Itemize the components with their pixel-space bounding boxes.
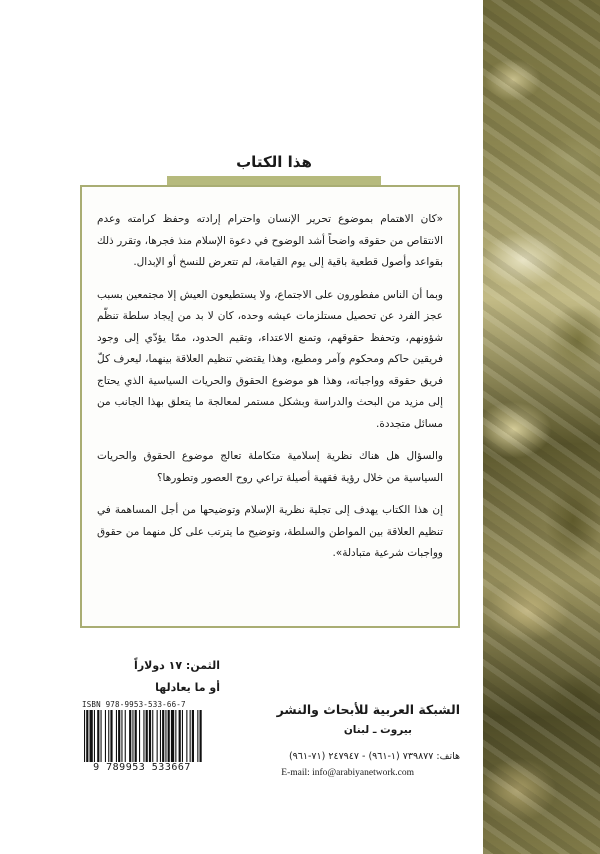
paragraph-4: إن هذا الكتاب يهدف إلى تجلية نظرية الإسلام وتوضيحها من أجل المساهمة في تنظيم العلاقة بين المواطن والسلطة، وتوضيح ما يترتب على كل منهما من حقوق وواجبات شرعية متبادلة».	[97, 504, 443, 559]
publisher-email: E-mail: info@arabiyanetwork.com	[281, 768, 414, 778]
price-line: الثمن: ١٧ دولاراً	[134, 659, 220, 672]
publisher-name: الشبكة العربية للأبحاث والنشر	[276, 702, 460, 717]
paragraph-1: «كان الاهتمام بموضوع تحرير الإنسان واحترام إرادته وحفظ كرامته وعدم الانتقاص من حقوقه واضحاً أشد الوضوح في دعوة الإسلام منذ فجرها، وتقرر ذلك بقواعد وأصول قطعية باقية إلى يوم القيامة، لم تتعرض للنسخ أو الإبدال.	[97, 213, 443, 268]
paragraph-3: والسؤال هل هناك نظرية إسلامية متكاملة تعالج موضوع الحقوق والحريات السياسية من خلال رؤية فقهية أصيلة تراعي روح العصور وتطورها؟	[97, 450, 443, 484]
title-underline-bar	[167, 176, 381, 185]
isbn-label: ISBN 978-9953-533-66-7	[82, 700, 186, 709]
paragraph-2: وبما أن الناس مفطورون على الاجتماع، ولا يستطيعون العيش إلا مجتمعين بسبب عجز الفرد عن تحصيل مستلزمات عيشه وحده، كان لا بد من إيجاد سلطة تنظّم شؤونهم، وتحفظ حقوقهم، وتمنع الاعتداء، وتقيم الحدود، ممّا يؤدّي إلى وجود فريقين حاكم ومحكوم وآمر ومطيع، وهذا يقتضي تنظيم العلاقة بينهما، ليعرف كلّ فريق حقوقه وواجباته، وهذا هو موضوع الحقوق والحريات السياسية الذي يحتاج إلى مزيد من البحث والدراسة وبشكل مستمر لمعالجة ما يتعلق بهذا الجانب من مسائل متجددة.	[97, 288, 443, 430]
title-block	[167, 150, 381, 174]
price-block	[80, 655, 220, 699]
decorative-texture-strip	[483, 0, 600, 854]
publisher-block	[205, 700, 460, 780]
price-equivalent-line: أو ما يعادلها	[155, 681, 220, 694]
publisher-phone: هاتف: ٧٣٩٨٧٧ (١-٩٦١) - ٢٤٧٩٤٧ (٧١-٩٦١)	[288, 751, 460, 762]
publisher-city: بيروت ـ لبنان	[343, 724, 412, 736]
section-title: هذا الكتاب	[236, 153, 312, 171]
barcode-digits: 9 789953 533667	[93, 762, 191, 773]
barcode	[82, 710, 202, 762]
description-box	[80, 185, 460, 628]
